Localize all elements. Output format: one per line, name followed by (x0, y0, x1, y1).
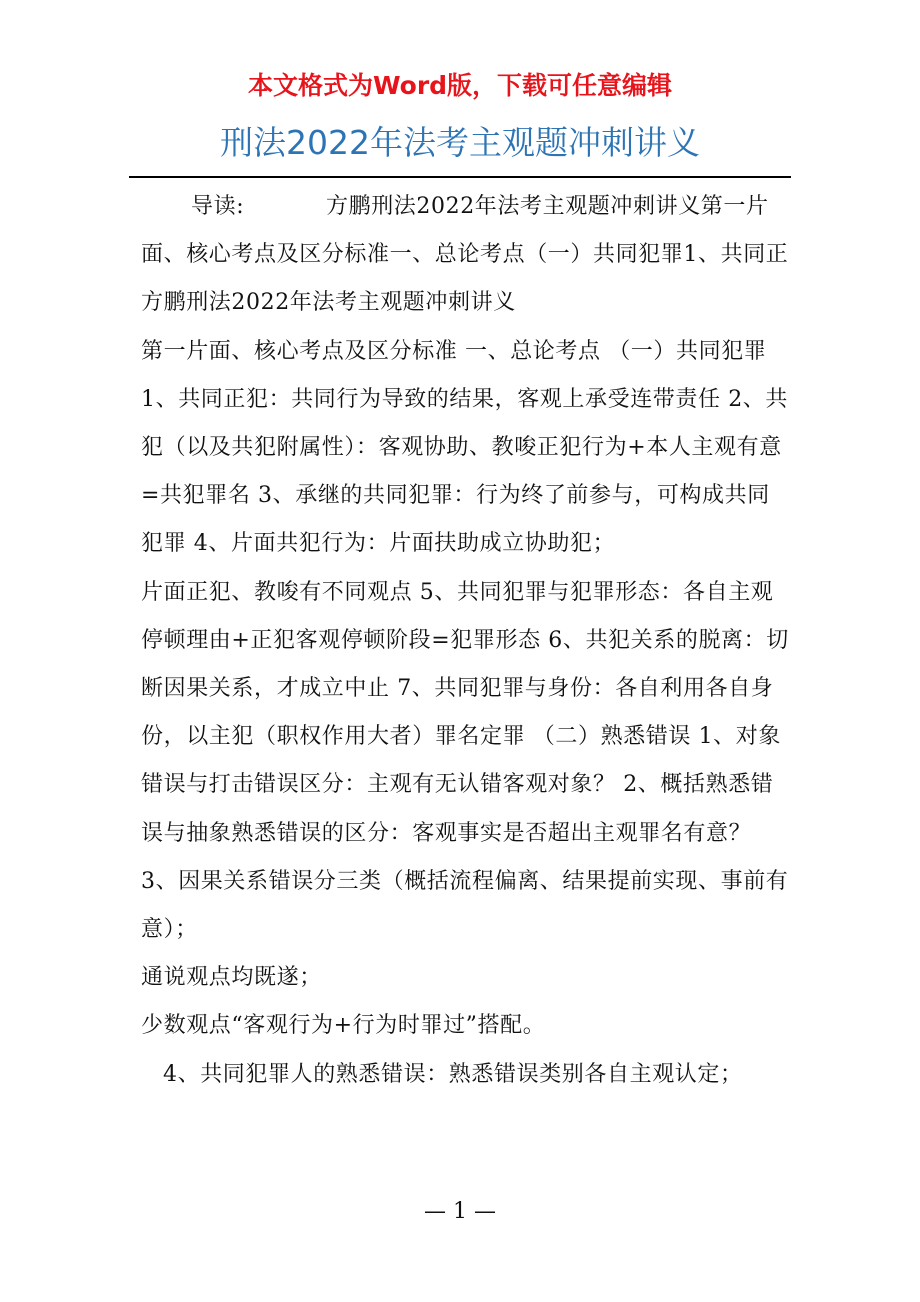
intro-text: 方鹏刑法2022年法考主观题冲刺讲义第一片面、核心考点及区分标准一、总论考点（一）共同犯罪1、共同正 (141, 194, 789, 268)
body-paragraph: 4、共同犯罪人的熟悉错误：熟悉错误类别各自主观认定； (163, 1061, 743, 1087)
page-number: — 1 — (424, 1199, 496, 1224)
body-paragraph: 片面正犯、教唆有不同观点 5、共同犯罪与犯罪形态：各自主观停顿理由+正犯客观停顿阶段=犯罪形态 6、共犯关系的脱离：切断因果关系，才成立中止 7、共同犯罪与身份：各自利用各自身份，以主犯（职权作用大者）罪名定罪 （二）熟悉错误 1、对象错误与打击错误区分：主观有无认错客观对象？ 2、概括熟悉错误与抽象熟悉错误的区分：客观事实是否超出主观罪名有意？ 3、因果关系错误分三类（概括流程偏离、结果提前实现、事前有意）； (141, 579, 789, 943)
title-divider (129, 176, 791, 178)
intro-paragraph (141, 183, 791, 279)
body-paragraph: 少数观点“客观行为+行为时罪过”搭配。 (141, 1013, 546, 1039)
document-body (141, 183, 791, 1099)
document-title: 刑法2022年法考主观题冲刺讲义 (220, 123, 700, 162)
body-paragraph: 通说观点均既遂； (141, 965, 322, 991)
format-notice-banner: 本文格式为Word版，下载可任意编辑 (247, 71, 673, 100)
body-paragraph: 第一片面、核心考点及区分标准 一、总论考点 （一）共同犯罪 1、共同正犯：共同行为导致的结果，客观上承受连带责任 2、共犯（以及共犯附属性）：客观协助、教唆正犯行为+本人主观有意=共犯罪名 3、承继的共同犯罪：行为终了前参与，可构成共同犯罪 4、片面共犯行为：片面扶助成立协助犯； (141, 338, 788, 557)
subtitle-line: 方鹏刑法2022年法考主观题冲刺讲义 (141, 290, 516, 316)
intro-label: 导读: (191, 194, 245, 219)
